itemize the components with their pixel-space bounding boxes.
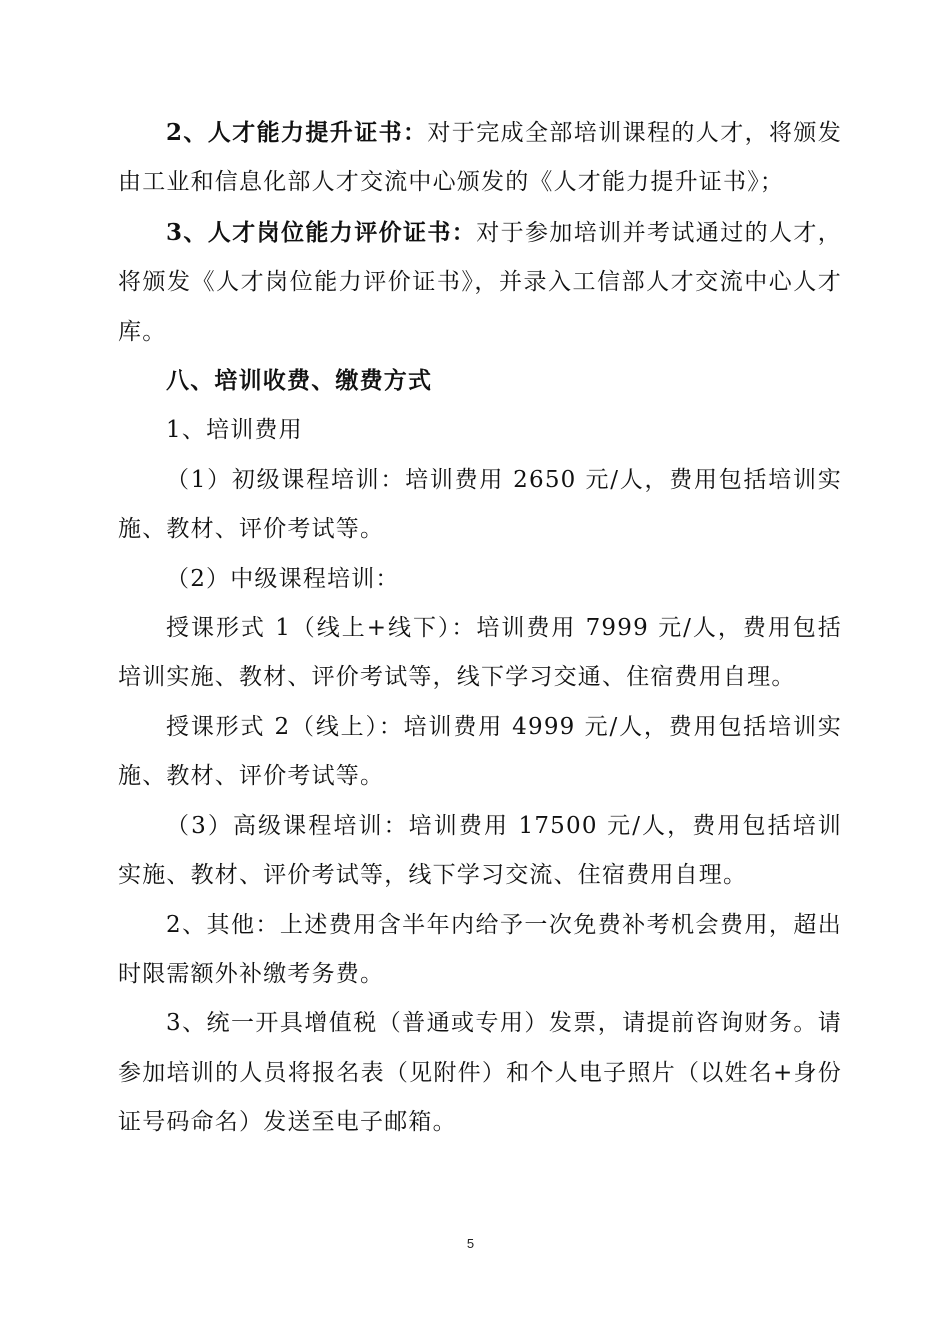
- paragraph-text: 对于完成全部培训课程的人才，将颁发由工业和信息化部人才交流中心颁发的《人才能力提升证书》；: [118, 120, 842, 196]
- paragraph-fee-mode-2: 授课形式 2（线上）：培训费用 4999 元/人，费用包括培训实施、教材、评价考试等。: [118, 713, 842, 790]
- document-body: [118, 108, 842, 1148]
- paragraph-fee-title: 1、培训费用: [166, 417, 303, 444]
- paragraph-certificate-post: [118, 208, 842, 357]
- paragraph-certificate-ability: [118, 108, 842, 208]
- paragraph-other: 2、其他：上述费用含半年内给予一次免费补考机会费用，超出时限需额外补缴考务费。: [118, 911, 842, 987]
- paragraph-fee-basic: （1）初级课程培训：培训费用 2650 元/人，费用包括培训实施、教材、评价考试等。: [118, 466, 842, 543]
- paragraph-text: 对于参加培训并考试通过的人才，将颁发《人才岗位能力评价证书》，并录入工信部人才交流中心人才库。: [118, 219, 842, 345]
- paragraph-fee-intermediate: （2）中级课程培训：: [166, 565, 400, 592]
- paragraph-lead: 2、人才能力提升证书：: [166, 119, 428, 146]
- page-number: 5: [466, 1236, 475, 1251]
- paragraph-lead: 3、人才岗位能力评价证书：: [166, 218, 477, 246]
- paragraph-invoice: 3、统一开具增值税（普通或专用）发票，请提前咨询财务。请参加培训的人员将报名表（见附件）和个人电子照片（以姓名+身份证号码命名）发送至电子邮箱。: [118, 1010, 842, 1136]
- section-heading: 八、培训收费、缴费方式: [166, 368, 433, 395]
- paragraph-fee-mode-1: 授课形式 1（线上+线下）：培训费用 7999 元/人，费用包括培训实施、教材、评价考试等，线下学习交通、住宿费用自理。: [118, 615, 842, 691]
- paragraph-fee-advanced: （3）高级课程培训：培训费用 17500 元/人，费用包括培训实施、教材、评价考试等，线下学习交流、住宿费用自理。: [118, 812, 842, 889]
